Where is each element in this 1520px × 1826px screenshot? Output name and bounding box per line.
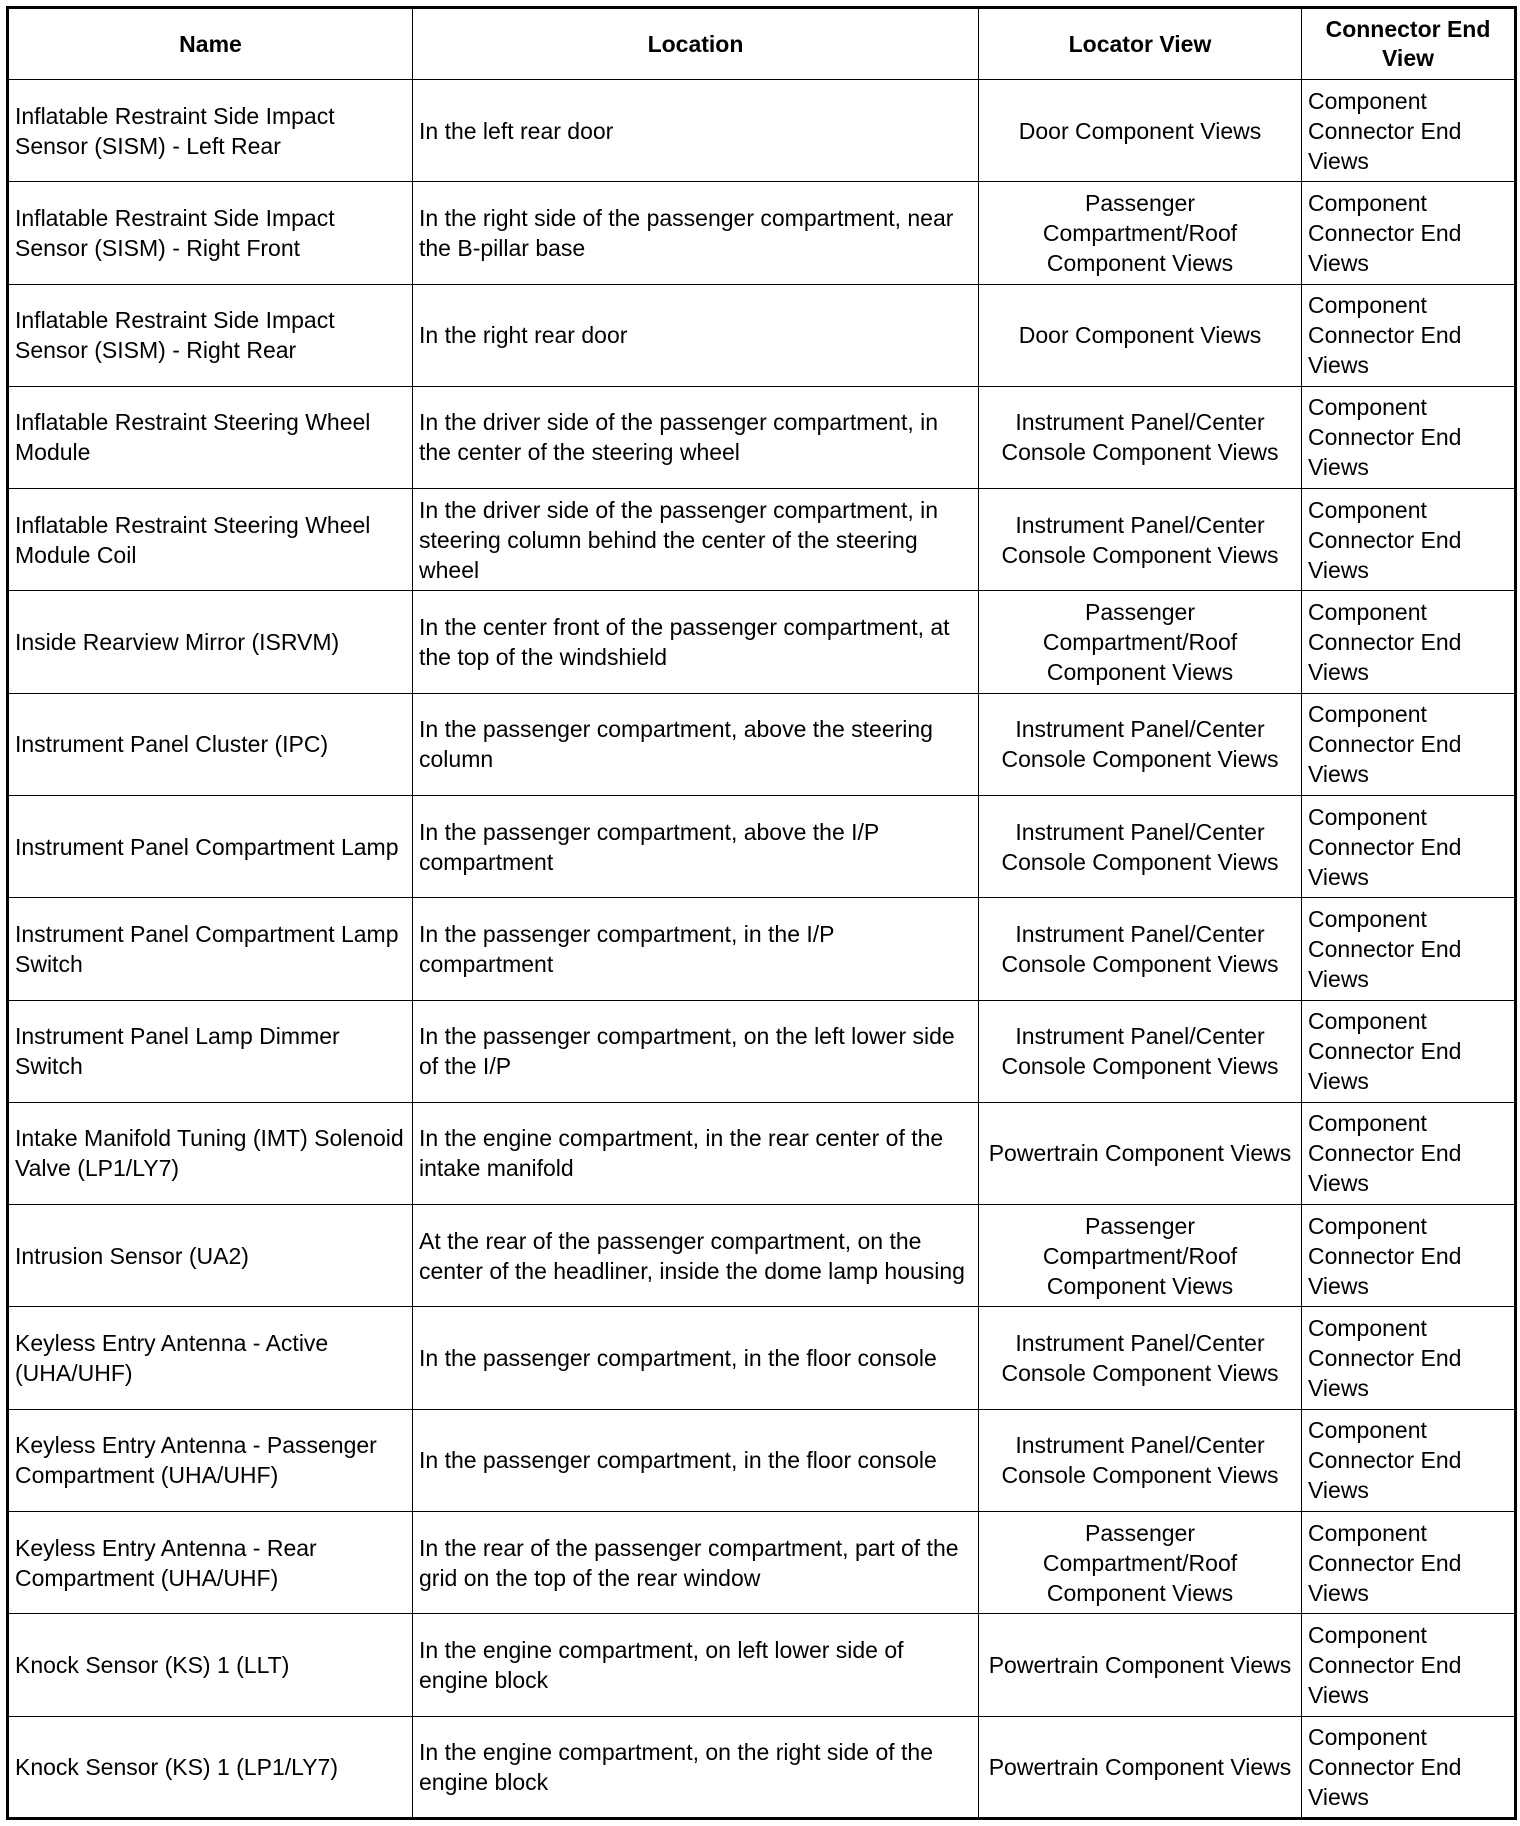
cell-locator-view: Passenger Compartment/Roof Component Views [979,1205,1302,1307]
cell-locator-view: Instrument Panel/Center Console Component Views [979,1000,1302,1102]
cell-location: In the engine compartment, on left lower side of engine block [413,1614,979,1716]
table-row [8,1716,1516,1819]
cell-connector-end-view: Component Connector End Views [1302,795,1516,897]
cell-locator-view: Instrument Panel/Center Console Component Views [979,693,1302,795]
cell-name: Inside Rearview Mirror (ISRVM) [8,591,413,693]
table-row [8,1102,1516,1204]
table-row [8,182,1516,284]
cell-locator-view: Powertrain Component Views [979,1614,1302,1716]
table-row [8,80,1516,182]
cell-locator-view: Powertrain Component Views [979,1102,1302,1204]
cell-name: Keyless Entry Antenna - Active (UHA/UHF) [8,1307,413,1409]
cell-locator-view: Instrument Panel/Center Console Component Views [979,489,1302,591]
cell-connector-end-view: Component Connector End Views [1302,693,1516,795]
cell-location: In the right side of the passenger compartment, near the B-pillar base [413,182,979,284]
cell-locator-view: Instrument Panel/Center Console Component Views [979,386,1302,488]
table-row [8,386,1516,488]
cell-connector-end-view: Component Connector End Views [1302,1102,1516,1204]
cell-connector-end-view: Component Connector End Views [1302,1307,1516,1409]
header-connector-end-view: Connector End View [1302,8,1516,80]
table-row [8,1307,1516,1409]
cell-location: In the driver side of the passenger compartment, in the center of the steering wheel [413,386,979,488]
cell-connector-end-view: Component Connector End Views [1302,80,1516,182]
cell-location: In the center front of the passenger compartment, at the top of the windshield [413,591,979,693]
header-row [8,8,1516,80]
header-locator-view: Locator View [979,8,1302,80]
cell-locator-view: Instrument Panel/Center Console Component Views [979,1409,1302,1511]
table-row [8,898,1516,1000]
cell-name: Knock Sensor (KS) 1 (LP1/LY7) [8,1716,413,1819]
cell-connector-end-view: Component Connector End Views [1302,386,1516,488]
table-row [8,1614,1516,1716]
cell-name: Instrument Panel Compartment Lamp Switch [8,898,413,1000]
cell-location: In the passenger compartment, on the left lower side of the I/P [413,1000,979,1102]
cell-location: In the passenger compartment, in the floor console [413,1409,979,1511]
table-body [8,80,1516,1819]
component-locator-sheet [6,6,1514,1820]
cell-location: In the passenger compartment, in the I/P compartment [413,898,979,1000]
cell-locator-view: Door Component Views [979,80,1302,182]
cell-name: Inflatable Restraint Side Impact Sensor (SISM) - Left Rear [8,80,413,182]
header-location: Location [413,8,979,80]
cell-connector-end-view: Component Connector End Views [1302,898,1516,1000]
cell-name: Intrusion Sensor (UA2) [8,1205,413,1307]
cell-location: In the engine compartment, on the right side of the engine block [413,1716,979,1819]
cell-name: Instrument Panel Cluster (IPC) [8,693,413,795]
cell-connector-end-view: Component Connector End Views [1302,1511,1516,1613]
cell-location: In the passenger compartment, above the I/P compartment [413,795,979,897]
cell-locator-view: Powertrain Component Views [979,1716,1302,1819]
cell-location: In the engine compartment, in the rear center of the intake manifold [413,1102,979,1204]
cell-location: In the right rear door [413,284,979,386]
cell-locator-view: Instrument Panel/Center Console Component Views [979,898,1302,1000]
cell-name: Keyless Entry Antenna - Rear Compartment (UHA/UHF) [8,1511,413,1613]
table-row [8,1511,1516,1613]
cell-location: In the passenger compartment, in the floor console [413,1307,979,1409]
cell-connector-end-view: Component Connector End Views [1302,591,1516,693]
cell-connector-end-view: Component Connector End Views [1302,1000,1516,1102]
cell-locator-view: Passenger Compartment/Roof Component Views [979,182,1302,284]
cell-location: In the passenger compartment, above the steering column [413,693,979,795]
cell-connector-end-view: Component Connector End Views [1302,284,1516,386]
cell-connector-end-view: Component Connector End Views [1302,489,1516,591]
cell-location: In the left rear door [413,80,979,182]
cell-locator-view: Passenger Compartment/Roof Component Views [979,1511,1302,1613]
cell-name: Inflatable Restraint Steering Wheel Module Coil [8,489,413,591]
cell-name: Inflatable Restraint Side Impact Sensor (SISM) - Right Front [8,182,413,284]
table-row [8,1000,1516,1102]
table-row [8,693,1516,795]
table-row [8,284,1516,386]
cell-connector-end-view: Component Connector End Views [1302,1205,1516,1307]
cell-name: Keyless Entry Antenna - Passenger Compartment (UHA/UHF) [8,1409,413,1511]
table-header [8,8,1516,80]
cell-name: Instrument Panel Lamp Dimmer Switch [8,1000,413,1102]
cell-name: Inflatable Restraint Steering Wheel Module [8,386,413,488]
cell-name: Knock Sensor (KS) 1 (LLT) [8,1614,413,1716]
cell-name: Inflatable Restraint Side Impact Sensor (SISM) - Right Rear [8,284,413,386]
table-row [8,591,1516,693]
cell-locator-view: Instrument Panel/Center Console Component Views [979,795,1302,897]
cell-connector-end-view: Component Connector End Views [1302,182,1516,284]
cell-name: Instrument Panel Compartment Lamp [8,795,413,897]
cell-location: At the rear of the passenger compartment, on the center of the headliner, inside the dome lamp housing [413,1205,979,1307]
table-row [8,489,1516,591]
cell-locator-view: Door Component Views [979,284,1302,386]
table-row [8,1205,1516,1307]
header-name: Name [8,8,413,80]
cell-connector-end-view: Component Connector End Views [1302,1716,1516,1819]
cell-location: In the driver side of the passenger compartment, in steering column behind the center of the steering wheel [413,489,979,591]
cell-connector-end-view: Component Connector End Views [1302,1409,1516,1511]
cell-connector-end-view: Component Connector End Views [1302,1614,1516,1716]
table-row [8,1409,1516,1511]
table-row [8,795,1516,897]
cell-name: Intake Manifold Tuning (IMT) Solenoid Valve (LP1/LY7) [8,1102,413,1204]
cell-location: In the rear of the passenger compartment, part of the grid on the top of the rear window [413,1511,979,1613]
cell-locator-view: Passenger Compartment/Roof Component Views [979,591,1302,693]
component-locator-table [6,6,1517,1820]
cell-locator-view: Instrument Panel/Center Console Component Views [979,1307,1302,1409]
